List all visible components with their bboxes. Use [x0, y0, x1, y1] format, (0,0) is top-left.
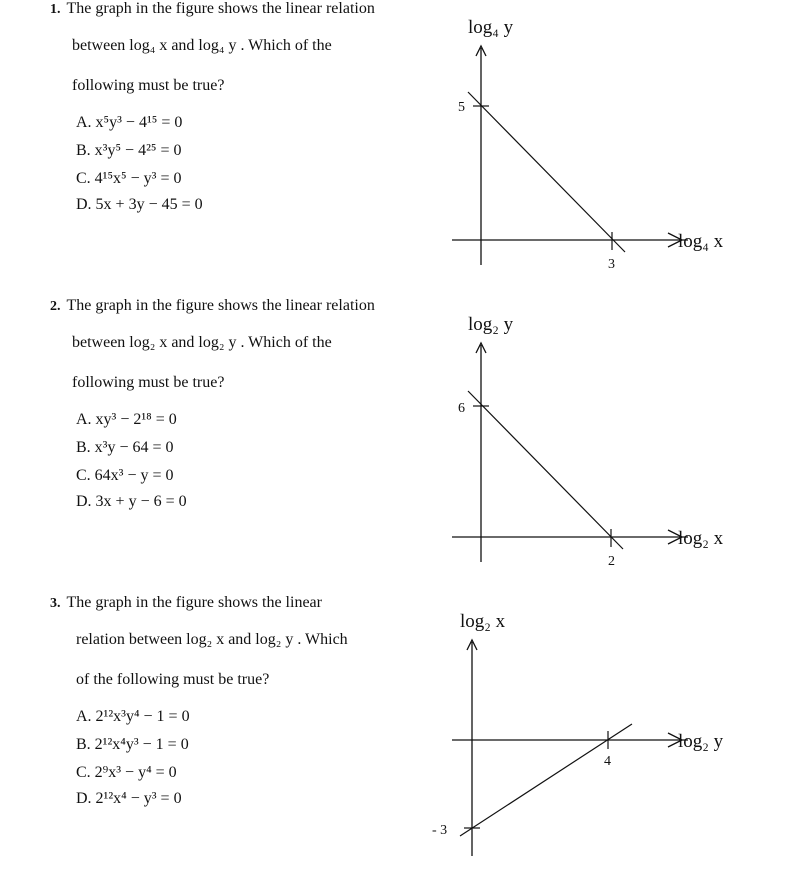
question-2-option-b: B. x³y − 64 = 0 — [76, 439, 174, 456]
question-1-option-a: A. x⁵y³ − 4¹⁵ = 0 — [76, 114, 183, 131]
question-2-graph — [420, 297, 760, 587]
y-axis-label: log₂ y — [468, 314, 514, 335]
question-3-option-d: D. 2¹²x⁴ − y³ = 0 — [76, 790, 182, 807]
y-axis-label: log₄ y — [468, 17, 514, 38]
relation-line — [460, 724, 632, 836]
question-3-stem-line3: of the following must be true? — [76, 671, 270, 688]
question-3-option-a: A. 2¹²x³y⁴ − 1 = 0 — [76, 708, 190, 725]
y-intercept-label: - 3 — [432, 823, 448, 838]
y-intercept-label: 5 — [458, 100, 465, 115]
y-intercept-label: 6 — [458, 401, 465, 416]
question-2-number: 2. — [50, 299, 61, 314]
question-3-stem-line2: relation between log₂ x and log₂ y . Which — [76, 631, 348, 648]
x-intercept-label: 2 — [608, 554, 615, 569]
question-2-option-d: D. 3x + y − 6 = 0 — [76, 493, 187, 510]
x-axis-label: log₄ x — [678, 231, 724, 252]
question-2-stem-line1: 2. The graph in the figure shows the linear relation — [50, 297, 375, 314]
question-3-number: 3. — [50, 596, 61, 611]
question-1-option-d: D. 5x + 3y − 45 = 0 — [76, 196, 203, 213]
question-3-option-b: B. 2¹²x⁴y³ − 1 = 0 — [76, 736, 189, 753]
question-3-option-c: C. 2⁹x³ − y⁴ = 0 — [76, 764, 177, 781]
question-2-stem-line2: between log₂ x and log₂ y . Which of the — [72, 334, 332, 351]
question-1-stem-line2: between log₄ x and log₄ y . Which of the — [72, 37, 332, 54]
x-intercept-label: 4 — [604, 754, 611, 769]
x-axis-label: log₂ y — [678, 731, 724, 752]
question-1-number: 1. — [50, 2, 61, 17]
question-1-option-c: C. 4¹⁵x⁵ − y³ = 0 — [76, 170, 182, 187]
question-2-option-a: A. xy³ − 2¹⁸ = 0 — [76, 411, 177, 428]
question-3-stem-line1: 3. The graph in the figure shows the linear — [50, 594, 322, 611]
question-1-stem-line3: following must be true? — [72, 77, 225, 94]
relation-line — [468, 391, 623, 549]
question-2-option-c: C. 64x³ − y = 0 — [76, 467, 174, 484]
y-axis-label: log₂ x — [460, 611, 506, 632]
question-1-stem-line1: 1. The graph in the figure shows the linear relation — [50, 0, 375, 17]
relation-line — [468, 92, 625, 252]
question-1-option-b: B. x³y⁵ − 4²⁵ = 0 — [76, 142, 182, 159]
question-3-graph — [420, 594, 760, 878]
question-2-stem-line3: following must be true? — [72, 374, 225, 391]
x-axis-label: log₂ x — [678, 528, 724, 549]
question-1-graph — [420, 0, 760, 290]
x-intercept-label: 3 — [608, 257, 615, 272]
